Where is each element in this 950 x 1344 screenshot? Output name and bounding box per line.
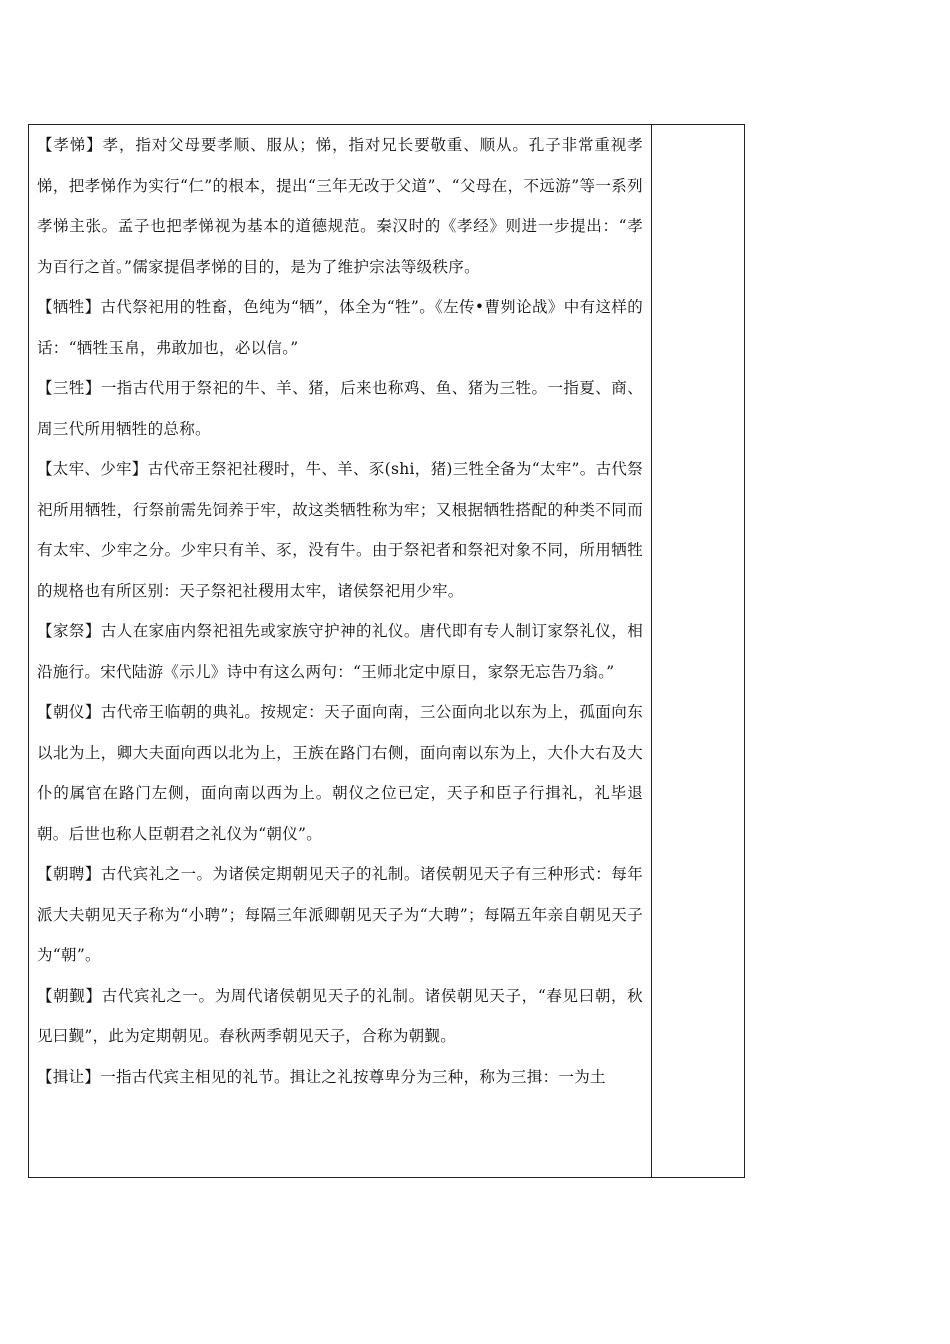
entry-text: 古代宾礼之一。为周代诸侯朝见天子的礼制。诸侯朝见天子，“春见曰朝，秋见曰觐”，此为定期朝见。春秋两季朝见天子，合称为朝觐。 <box>37 986 643 1045</box>
entry-text: 古代帝王临朝的典礼。按规定：天子面向南，三公面向北以东为上，孤面向东以北为上，卿大夫面向西以北为上，王族在路门右侧，面向南以东为上，大仆大右及大仆的属官在路门左侧，面向南以西为上。朝仪之位已定，天子和臣子行揖礼，礼毕退朝。后世也称人臣朝君之礼仪为“朝仪”。 <box>37 703 643 843</box>
entry-text: 一指古代用于祭祀的牛、羊、猪，后来也称鸡、鱼、猪为三牲。一指夏、商、周三代所用牺牲的总称。 <box>37 379 643 438</box>
entry-jiaji <box>37 611 643 692</box>
entry-sansheng <box>37 368 643 449</box>
entry-yirang <box>37 1057 643 1098</box>
entry-term: 【朝仪】 <box>37 703 101 721</box>
entry-chaopin <box>37 854 643 976</box>
entry-xisheng <box>37 287 643 368</box>
document-table <box>28 124 745 1178</box>
entry-term: 【三牲】 <box>37 379 101 397</box>
entry-term: 【揖让】 <box>37 1067 101 1086</box>
entry-term: 【朝觐】 <box>37 986 102 1005</box>
main-text-cell <box>37 125 643 1178</box>
entry-chaojin <box>37 976 643 1057</box>
entry-text: 古代祭祀用的牲畜，色纯为“牺”，体全为“牲”。《左传•曹刿论战》中有这样的话：“牺牲玉帛，弗敢加也，必以信。” <box>37 298 643 357</box>
entry-term: 【孝悌】 <box>37 136 103 154</box>
entry-term: 【太牢、少牢】 <box>37 460 148 478</box>
entry-term: 【牺牲】 <box>37 298 101 316</box>
entry-text: 一指古代宾主相见的礼节。揖让之礼按尊卑分为三种，称为三揖：一为土 <box>100 1067 606 1086</box>
entry-term: 【家祭】 <box>37 622 101 640</box>
entry-text: 孝，指对父母要孝顺、服从；悌，指对兄长要敬重、顺从。孔子非常重视孝悌，把孝悌作为实行“仁”的根本，提出“三年无改于父道”、“父母在，不远游”等一系列孝悌主张。孟子也把孝悌视为基本的道德规范。秦汉时的《孝经》则进一步提出：“孝为百行之首。”儒家提倡孝悌的目的，是为了维护宗法等级秩序。 <box>37 136 643 276</box>
entry-text: 古代帝王祭祀社稷时，牛、羊、豕(shi，猪)三牲全备为“太牢”。古代祭祀所用牺牲，行祭前需先饲养于牢，故这类牺牲称为牢；又根据牺牲搭配的种类不同而有太牢、少牢之分。少牢只有羊、豕，没有牛。由于祭祀者和祭祀对象不同，所用牺牲的规格也有所区别：天子祭祀社稷用太牢，诸侯祭祀用少牢。 <box>37 460 643 600</box>
entry-tailao-shaolao <box>37 449 643 611</box>
entry-xiaoti <box>37 125 643 287</box>
empty-side-cell <box>652 125 744 1177</box>
entry-chaoyi <box>37 692 643 854</box>
entry-text: 古人在家庙内祭祀祖先或家族守护神的礼仪。唐代即有专人制订家祭礼仪，相沿施行。宋代陆游《示儿》诗中有这么两句：“王师北定中原日，家祭无忘告乃翁。” <box>37 622 643 681</box>
entry-term: 【朝聘】 <box>37 865 101 883</box>
entry-text: 古代宾礼之一。为诸侯定期朝见天子的礼制。诸侯朝见天子有三种形式：每年派大夫朝见天子称为“小聘”；每隔三年派卿朝见天子为“大聘”；每隔五年亲自朝见天子为“朝”。 <box>37 865 643 964</box>
